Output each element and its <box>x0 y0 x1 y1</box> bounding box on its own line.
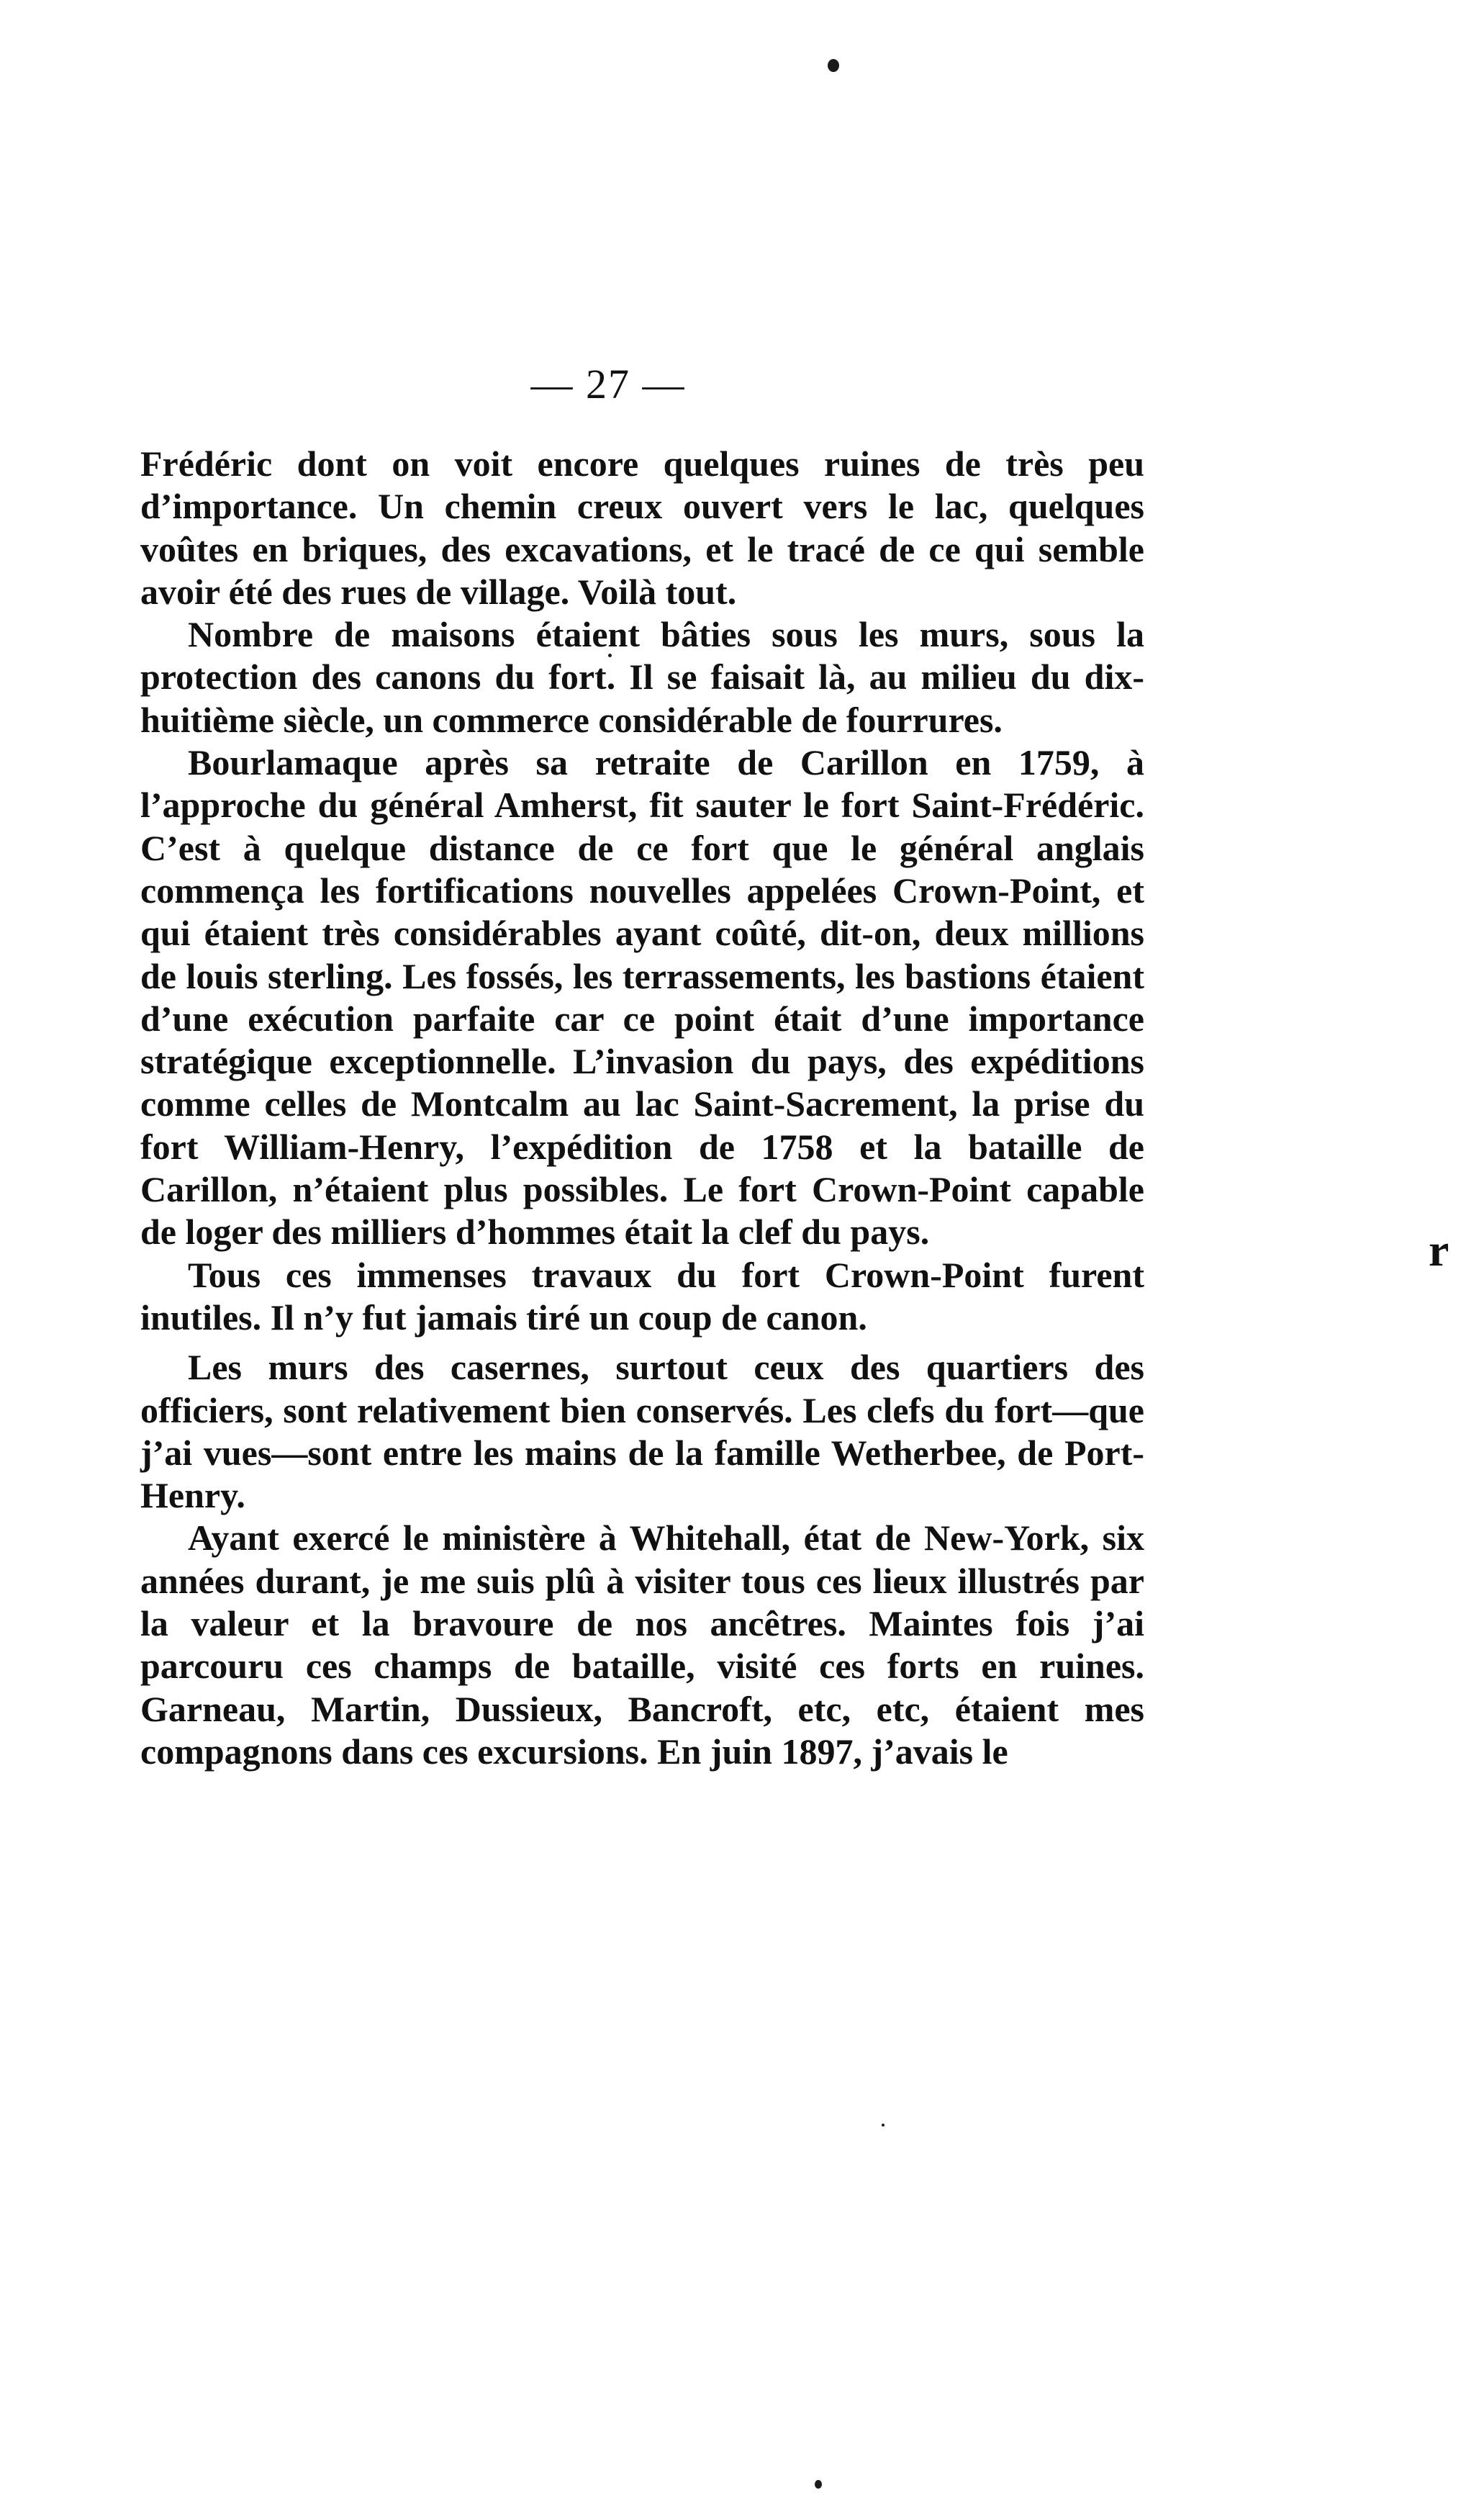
margin-mark: r <box>1429 1225 1449 1276</box>
ink-speck <box>828 59 839 72</box>
page-number: — 27 — <box>530 361 686 407</box>
paragraph: Bourlamaque après sa retraite de Carillon en 1759, à l’approche du général Amherst, fit sauter le fort Saint-Frédéric. C’est à quelque distance de ce fort que le général anglais commença les fortifications nouvelles appelées Crown-Point, et qui étaient très considérables ayant coûté, dit-on, deux millions de louis sterling. Les fossés, les terrassements, les bastions étaient d’une exécution parfaite car ce point était d’une importance stratégique exceptionnelle. L’invasion du pays, des expéditions comme celles de Montcalm au lac Saint-Sacrement, la prise du fort William-Henry, l’expédition de 1758 et la bataille de Carillon, n’étaient plus possibles. Le fort Crown-Point capable de loger des milliers d’hommes était la clef du pays. <box>140 742 1144 1253</box>
body-text <box>140 443 1144 1773</box>
paragraph: Les murs des casernes, surtout ceux des quartiers des officiers, sont relativement bien conservés. Les clefs du fort—que j’ai vues—sont entre les mains de la famille Wetherbee, de Port-Henry. <box>140 1347 1144 1516</box>
paragraph: Nombre de maisons étaient bâties sous les murs, sous la protection des canons du fort. Il se faisait là, au milieu du dix-huitième siècle, un commerce considérable de fourrures. <box>140 614 1144 740</box>
paragraph: Ayant exercé le ministère à Whitehall, état de New-York, six années durant, je me suis plû à visiter tous ces lieux illustrés par la valeur et la bravoure de nos ancêtres. Maintes fois j’ai parcouru ces champs de bataille, visité ces forts en ruines. Garneau, Martin, Dussieux, Bancroft, etc, etc, étaient mes compagnons dans ces excursions. En juin 1897, j’avais le <box>140 1517 1144 1772</box>
ink-speck <box>815 2480 822 2489</box>
ink-speck <box>882 2124 884 2127</box>
paragraph-continuation: Frédéric dont on voit encore quelques ruines de très peu d’importance. Un chemin creux ouvert vers le lac, quelques voûtes en briques, des excavations, et le tracé de ce qui semble avoir été des rues de village. Voilà tout. <box>140 443 1144 612</box>
paragraph: Tous ces immenses travaux du fort Crown-Point furent inutiles. Il n’y fut jamais tiré un coup de canon. <box>140 1254 1144 1338</box>
